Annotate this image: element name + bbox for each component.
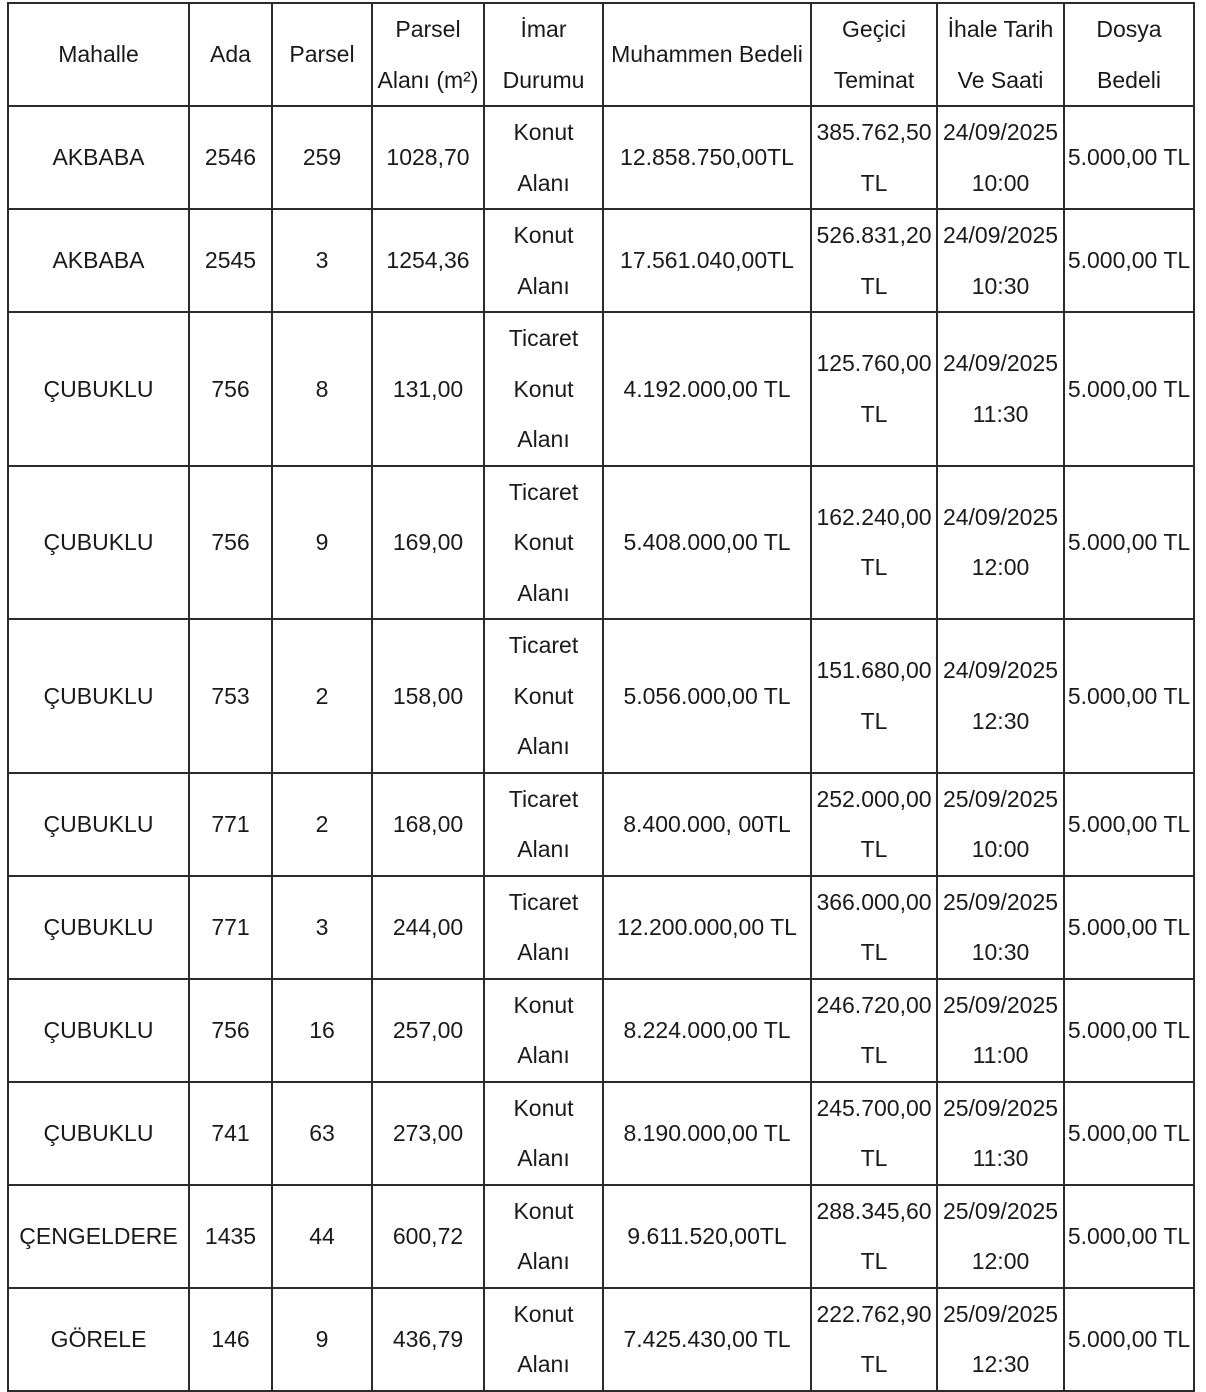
cell-muhammen-bedeli: [603, 1288, 811, 1391]
cell-ihale-tarih-line: 10:30: [971, 272, 1030, 299]
cell-parsel-text: 3: [315, 247, 329, 274]
cell-parsel: [272, 312, 372, 466]
cell-ihale-tarih: [937, 619, 1064, 773]
cell-gecici-teminat-line: 151.680,00: [816, 657, 932, 684]
cell-imar-durumu-line: Konut: [513, 1300, 574, 1327]
cell-parsel-alani: [372, 1185, 484, 1288]
cell-imar-durumu: [484, 312, 603, 466]
cell-muhammen-bedeli-text: 17.561.040,00TL: [620, 247, 794, 274]
cell-mahalle-text: ÇENGELDERE: [19, 1222, 178, 1249]
cell-ihale-tarih-line: 24/09/2025: [942, 350, 1059, 377]
cell-ada: [189, 619, 272, 773]
cell-mahalle-text: ÇUBUKLU: [43, 1016, 154, 1043]
cell-ihale-tarih-line: 12:00: [971, 554, 1030, 581]
cell-mahalle-text: AKBABA: [52, 144, 145, 171]
cell-parsel: [272, 1288, 372, 1391]
cell-parsel: [272, 466, 372, 620]
cell-imar-durumu-line: Konut: [513, 222, 574, 248]
cell-gecici-teminat-line: TL: [860, 554, 888, 581]
cell-mahalle-text: ÇUBUKLU: [43, 810, 154, 837]
table-row: [8, 1185, 1194, 1288]
cell-gecici-teminat: [811, 1082, 937, 1185]
cell-mahalle-text: ÇUBUKLU: [43, 529, 154, 555]
cell-ihale-tarih-line: 12:00: [971, 1248, 1030, 1274]
cell-gecici-teminat-line: 526.831,20: [816, 222, 932, 248]
cell-dosya-bedeli-text: 5.000,00 TL: [1067, 1325, 1191, 1352]
cell-ihale-tarih-line: 25/09/2025: [942, 1300, 1059, 1327]
cell-ada-text: 771: [211, 810, 250, 837]
cell-parsel: [272, 979, 372, 1082]
cell-dosya-bedeli: [1064, 466, 1194, 620]
cell-imar-durumu-line: Konut: [513, 991, 574, 1018]
cell-mahalle: [8, 979, 189, 1082]
cell-parsel-alani: [372, 979, 484, 1082]
cell-dosya-bedeli-text: 5.000,00 TL: [1067, 682, 1191, 709]
cell-imar-durumu-line: Ticaret: [508, 325, 579, 351]
cell-parsel-alani-text: 600,72: [392, 1222, 464, 1249]
cell-gecici-teminat: [811, 619, 937, 773]
cell-mahalle: [8, 773, 189, 876]
cell-parsel-alani-text: 158,00: [392, 682, 464, 709]
tender-table: [7, 2, 1195, 1392]
cell-parsel-alani-text: 1254,36: [386, 247, 470, 274]
cell-imar-durumu-line: Konut: [513, 682, 574, 709]
cell-parsel-text: 16: [309, 1016, 335, 1043]
cell-parsel: [272, 106, 372, 209]
cell-imar-durumu-line: Alanı: [517, 939, 570, 965]
cell-muhammen-bedeli-text: 7.425.430,00 TL: [623, 1325, 791, 1352]
cell-ihale-tarih-line: 10:30: [971, 939, 1030, 965]
cell-ihale-tarih-line: 25/09/2025: [942, 1094, 1059, 1121]
cell-parsel-alani: [372, 619, 484, 773]
cell-imar-durumu-line: Alanı: [517, 836, 570, 862]
cell-imar-durumu-line: Ticaret: [508, 785, 579, 812]
cell-dosya-bedeli: [1064, 1185, 1194, 1288]
cell-imar-durumu-line: Konut: [513, 1197, 574, 1224]
cell-ihale-tarih: [937, 1185, 1064, 1288]
cell-parsel-alani: [372, 876, 484, 979]
cell-ihale-tarih-line: 12:30: [971, 1351, 1030, 1377]
cell-gecici-teminat-line: 366.000,00: [816, 888, 932, 915]
cell-ada: [189, 106, 272, 209]
cell-ihale-tarih-line: 10:00: [971, 169, 1030, 196]
header-parsel-alani: Parsel Alanı (m²): [372, 3, 484, 106]
cell-ada-text: 756: [211, 1016, 250, 1043]
cell-gecici-teminat: [811, 1288, 937, 1391]
cell-parsel-alani-text: 273,00: [392, 1119, 464, 1146]
cell-parsel-alani: [372, 209, 484, 312]
header-parsel: Parsel: [272, 3, 372, 106]
header-ada: Ada: [189, 3, 272, 106]
cell-imar-durumu-line: Alanı: [517, 426, 570, 452]
table-row: [8, 876, 1194, 979]
cell-dosya-bedeli: [1064, 1288, 1194, 1391]
cell-mahalle: [8, 106, 189, 209]
cell-parsel-alani-text: 131,00: [392, 375, 464, 402]
cell-imar-durumu-line: Konut: [513, 375, 574, 402]
cell-muhammen-bedeli: [603, 979, 811, 1082]
cell-ada: [189, 876, 272, 979]
cell-dosya-bedeli: [1064, 106, 1194, 209]
cell-imar-durumu: [484, 106, 603, 209]
cell-ihale-tarih: [937, 979, 1064, 1082]
cell-parsel-text: 9: [315, 1325, 329, 1352]
cell-ihale-tarih-line: 24/09/2025: [942, 119, 1059, 145]
header-gecici-teminat: Geçici Teminat: [811, 3, 937, 106]
cell-gecici-teminat-line: TL: [860, 1145, 888, 1171]
cell-imar-durumu-line: Ticaret: [508, 632, 579, 658]
cell-imar-durumu-line: Konut: [513, 1094, 574, 1121]
cell-parsel-text: 2: [315, 682, 329, 709]
cell-ihale-tarih: [937, 209, 1064, 312]
cell-imar-durumu-line: Ticaret: [508, 888, 579, 915]
cell-parsel-text: 8: [315, 375, 329, 402]
cell-ada-text: 741: [211, 1119, 250, 1146]
cell-mahalle: [8, 876, 189, 979]
cell-imar-durumu: [484, 1185, 603, 1288]
cell-muhammen-bedeli: [603, 1082, 811, 1185]
cell-imar-durumu: [484, 979, 603, 1082]
table-row: [8, 106, 1194, 209]
cell-ihale-tarih: [937, 773, 1064, 876]
cell-dosya-bedeli-text: 5.000,00 TL: [1067, 247, 1191, 274]
cell-dosya-bedeli-text: 5.000,00 TL: [1067, 1119, 1191, 1146]
cell-parsel-alani-text: 257,00: [392, 1016, 464, 1043]
header-dosya-bedeli: Dosya Bedeli: [1064, 3, 1194, 106]
cell-ihale-tarih-line: 25/09/2025: [942, 888, 1059, 915]
cell-dosya-bedeli-text: 5.000,00 TL: [1067, 529, 1191, 555]
cell-imar-durumu: [484, 1288, 603, 1391]
table-body: [8, 106, 1194, 1391]
cell-imar-durumu-line: Konut: [513, 119, 574, 145]
cell-muhammen-bedeli-text: 8.400.000, 00TL: [623, 810, 791, 837]
cell-gecici-teminat-line: TL: [860, 939, 888, 965]
cell-ada-text: 771: [211, 913, 250, 940]
cell-ada: [189, 773, 272, 876]
cell-parsel-alani: [372, 106, 484, 209]
cell-parsel: [272, 1082, 372, 1185]
cell-parsel-alani-text: 244,00: [392, 913, 464, 940]
cell-mahalle-text: ÇUBUKLU: [43, 913, 154, 940]
cell-muhammen-bedeli: [603, 1185, 811, 1288]
cell-mahalle: [8, 209, 189, 312]
cell-muhammen-bedeli-text: 12.858.750,00TL: [620, 144, 794, 171]
cell-parsel-text: 2: [315, 810, 329, 837]
cell-ihale-tarih-line: 12:30: [971, 707, 1030, 734]
cell-ada: [189, 1288, 272, 1391]
cell-parsel: [272, 209, 372, 312]
cell-parsel-alani-text: 436,79: [392, 1325, 464, 1352]
cell-dosya-bedeli: [1064, 312, 1194, 466]
cell-dosya-bedeli: [1064, 979, 1194, 1082]
cell-imar-durumu-line: Alanı: [517, 1248, 570, 1274]
cell-imar-durumu-line: Alanı: [517, 1042, 570, 1068]
cell-ihale-tarih: [937, 876, 1064, 979]
cell-mahalle: [8, 466, 189, 620]
table-row: [8, 619, 1194, 773]
cell-parsel-alani-text: 169,00: [392, 529, 464, 555]
cell-gecici-teminat-line: TL: [860, 1248, 888, 1274]
cell-mahalle-text: ÇUBUKLU: [43, 1119, 154, 1146]
cell-gecici-teminat: [811, 466, 937, 620]
cell-muhammen-bedeli: [603, 619, 811, 773]
cell-parsel-alani: [372, 1288, 484, 1391]
cell-parsel-text: 44: [309, 1222, 335, 1249]
cell-gecici-teminat-line: 288.345,60: [816, 1197, 932, 1224]
cell-dosya-bedeli: [1064, 1082, 1194, 1185]
cell-imar-durumu-line: Alanı: [517, 169, 570, 196]
table-row: [8, 466, 1194, 620]
cell-ihale-tarih: [937, 466, 1064, 620]
cell-gecici-teminat: [811, 1185, 937, 1288]
cell-mahalle-text: GÖRELE: [50, 1325, 147, 1352]
cell-imar-durumu: [484, 1082, 603, 1185]
cell-ada: [189, 1082, 272, 1185]
cell-muhammen-bedeli-text: 5.408.000,00 TL: [623, 529, 791, 555]
cell-muhammen-bedeli-text: 8.190.000,00 TL: [623, 1119, 791, 1146]
header-row: [8, 3, 1194, 106]
cell-ada-text: 756: [211, 529, 250, 555]
cell-dosya-bedeli-text: 5.000,00 TL: [1067, 375, 1191, 402]
cell-parsel-alani-text: 168,00: [392, 810, 464, 837]
cell-mahalle-text: ÇUBUKLU: [43, 375, 154, 402]
header-imar-durumu: İmar Durumu: [484, 3, 603, 106]
cell-gecici-teminat: [811, 773, 937, 876]
cell-mahalle: [8, 1185, 189, 1288]
cell-muhammen-bedeli-text: 5.056.000,00 TL: [623, 682, 791, 709]
cell-gecici-teminat-line: 245.700,00: [816, 1094, 932, 1121]
table-row: [8, 209, 1194, 312]
cell-ihale-tarih-line: 25/09/2025: [942, 991, 1059, 1018]
cell-ada-text: 146: [211, 1325, 250, 1352]
cell-parsel-alani: [372, 1082, 484, 1185]
cell-imar-durumu-line: Alanı: [517, 1351, 570, 1377]
cell-imar-durumu-line: Alanı: [517, 579, 570, 606]
cell-ihale-tarih-line: 10:00: [971, 836, 1030, 862]
cell-muhammen-bedeli: [603, 209, 811, 312]
cell-ihale-tarih: [937, 312, 1064, 466]
cell-ihale-tarih-line: 25/09/2025: [942, 785, 1059, 812]
cell-ada-text: 2545: [204, 247, 257, 274]
cell-dosya-bedeli: [1064, 209, 1194, 312]
cell-gecici-teminat-line: TL: [860, 707, 888, 734]
cell-imar-durumu-line: Alanı: [517, 1145, 570, 1171]
cell-mahalle-text: AKBABA: [52, 247, 145, 274]
cell-gecici-teminat-line: 385.762,50: [816, 119, 932, 145]
cell-imar-durumu-line: Konut: [513, 529, 574, 555]
cell-parsel: [272, 773, 372, 876]
cell-gecici-teminat-line: 252.000,00: [816, 785, 932, 812]
cell-dosya-bedeli-text: 5.000,00 TL: [1067, 1222, 1191, 1249]
cell-gecici-teminat-line: TL: [860, 1042, 888, 1068]
cell-imar-durumu-line: Alanı: [517, 733, 570, 759]
cell-parsel: [272, 876, 372, 979]
cell-parsel-text: 9: [315, 529, 329, 555]
header-mahalle: Mahalle: [8, 3, 189, 106]
cell-gecici-teminat-line: TL: [860, 400, 888, 427]
cell-parsel-alani: [372, 466, 484, 620]
cell-dosya-bedeli-text: 5.000,00 TL: [1067, 913, 1191, 940]
cell-ada-text: 753: [211, 682, 250, 709]
cell-ada: [189, 312, 272, 466]
cell-muhammen-bedeli-text: 4.192.000,00 TL: [623, 375, 791, 402]
cell-parsel-text: 259: [302, 144, 342, 171]
cell-imar-durumu: [484, 209, 603, 312]
cell-gecici-teminat-line: 162.240,00: [816, 503, 932, 530]
cell-mahalle: [8, 1288, 189, 1391]
cell-imar-durumu: [484, 466, 603, 620]
cell-muhammen-bedeli: [603, 466, 811, 620]
cell-gecici-teminat: [811, 312, 937, 466]
cell-ihale-tarih-line: 11:30: [972, 1145, 1029, 1171]
cell-ada-text: 2546: [204, 144, 257, 171]
cell-gecici-teminat: [811, 209, 937, 312]
table-row: [8, 1288, 1194, 1391]
cell-parsel-alani: [372, 312, 484, 466]
cell-imar-durumu-line: Alanı: [517, 272, 570, 299]
table-row: [8, 773, 1194, 876]
cell-muhammen-bedeli: [603, 312, 811, 466]
cell-gecici-teminat-line: 246.720,00: [816, 991, 932, 1018]
cell-muhammen-bedeli: [603, 773, 811, 876]
cell-gecici-teminat-line: TL: [860, 836, 888, 862]
cell-parsel: [272, 619, 372, 773]
cell-gecici-teminat: [811, 979, 937, 1082]
cell-muhammen-bedeli-text: 8.224.000,00 TL: [623, 1016, 791, 1043]
cell-ada: [189, 209, 272, 312]
cell-ihale-tarih: [937, 1288, 1064, 1391]
cell-muhammen-bedeli: [603, 876, 811, 979]
cell-dosya-bedeli-text: 5.000,00 TL: [1067, 810, 1191, 837]
header-ihale-tarih: İhale Tarih Ve Saati: [937, 3, 1064, 106]
cell-gecici-teminat-line: TL: [860, 1351, 888, 1377]
cell-ihale-tarih-line: 11:00: [972, 1042, 1029, 1068]
cell-imar-durumu-line: Ticaret: [508, 478, 579, 505]
cell-parsel-alani-text: 1028,70: [386, 144, 470, 171]
cell-dosya-bedeli-text: 5.000,00 TL: [1067, 144, 1191, 171]
cell-imar-durumu: [484, 876, 603, 979]
cell-muhammen-bedeli-text: 12.200.000,00 TL: [617, 913, 797, 940]
cell-ihale-tarih-line: 24/09/2025: [942, 657, 1059, 684]
table-row: [8, 1082, 1194, 1185]
cell-imar-durumu: [484, 619, 603, 773]
cell-ada: [189, 1185, 272, 1288]
cell-ada-text: 756: [211, 375, 250, 402]
cell-ihale-tarih-line: 24/09/2025: [942, 222, 1059, 248]
cell-mahalle-text: ÇUBUKLU: [43, 682, 154, 709]
cell-gecici-teminat-line: TL: [860, 272, 888, 299]
cell-ihale-tarih-line: 24/09/2025: [942, 503, 1059, 530]
cell-parsel-alani: [372, 773, 484, 876]
table-row: [8, 312, 1194, 466]
cell-ada: [189, 466, 272, 620]
cell-mahalle: [8, 312, 189, 466]
cell-mahalle: [8, 1082, 189, 1185]
header-muhammen-bedeli: Muhammen Bedeli: [603, 3, 811, 106]
cell-ihale-tarih: [937, 106, 1064, 209]
cell-gecici-teminat: [811, 876, 937, 979]
cell-ihale-tarih-line: 11:30: [972, 400, 1029, 427]
cell-dosya-bedeli: [1064, 619, 1194, 773]
cell-gecici-teminat: [811, 106, 937, 209]
cell-parsel: [272, 1185, 372, 1288]
cell-muhammen-bedeli: [603, 106, 811, 209]
cell-ada-text: 1435: [204, 1222, 257, 1249]
cell-dosya-bedeli: [1064, 773, 1194, 876]
cell-gecici-teminat-line: 222.762,90: [816, 1300, 932, 1327]
cell-gecici-teminat-line: 125.760,00: [816, 350, 932, 377]
cell-muhammen-bedeli-text: 9.611.520,00TL: [627, 1222, 787, 1249]
cell-ihale-tarih: [937, 1082, 1064, 1185]
cell-ada: [189, 979, 272, 1082]
table-row: [8, 979, 1194, 1082]
cell-parsel-text: 3: [315, 913, 329, 940]
cell-parsel-text: 63: [309, 1119, 335, 1146]
cell-dosya-bedeli-text: 5.000,00 TL: [1067, 1016, 1191, 1043]
cell-gecici-teminat-line: TL: [860, 169, 888, 196]
cell-dosya-bedeli: [1064, 876, 1194, 979]
cell-ihale-tarih-line: 25/09/2025: [942, 1197, 1059, 1224]
cell-mahalle: [8, 619, 189, 773]
cell-imar-durumu: [484, 773, 603, 876]
